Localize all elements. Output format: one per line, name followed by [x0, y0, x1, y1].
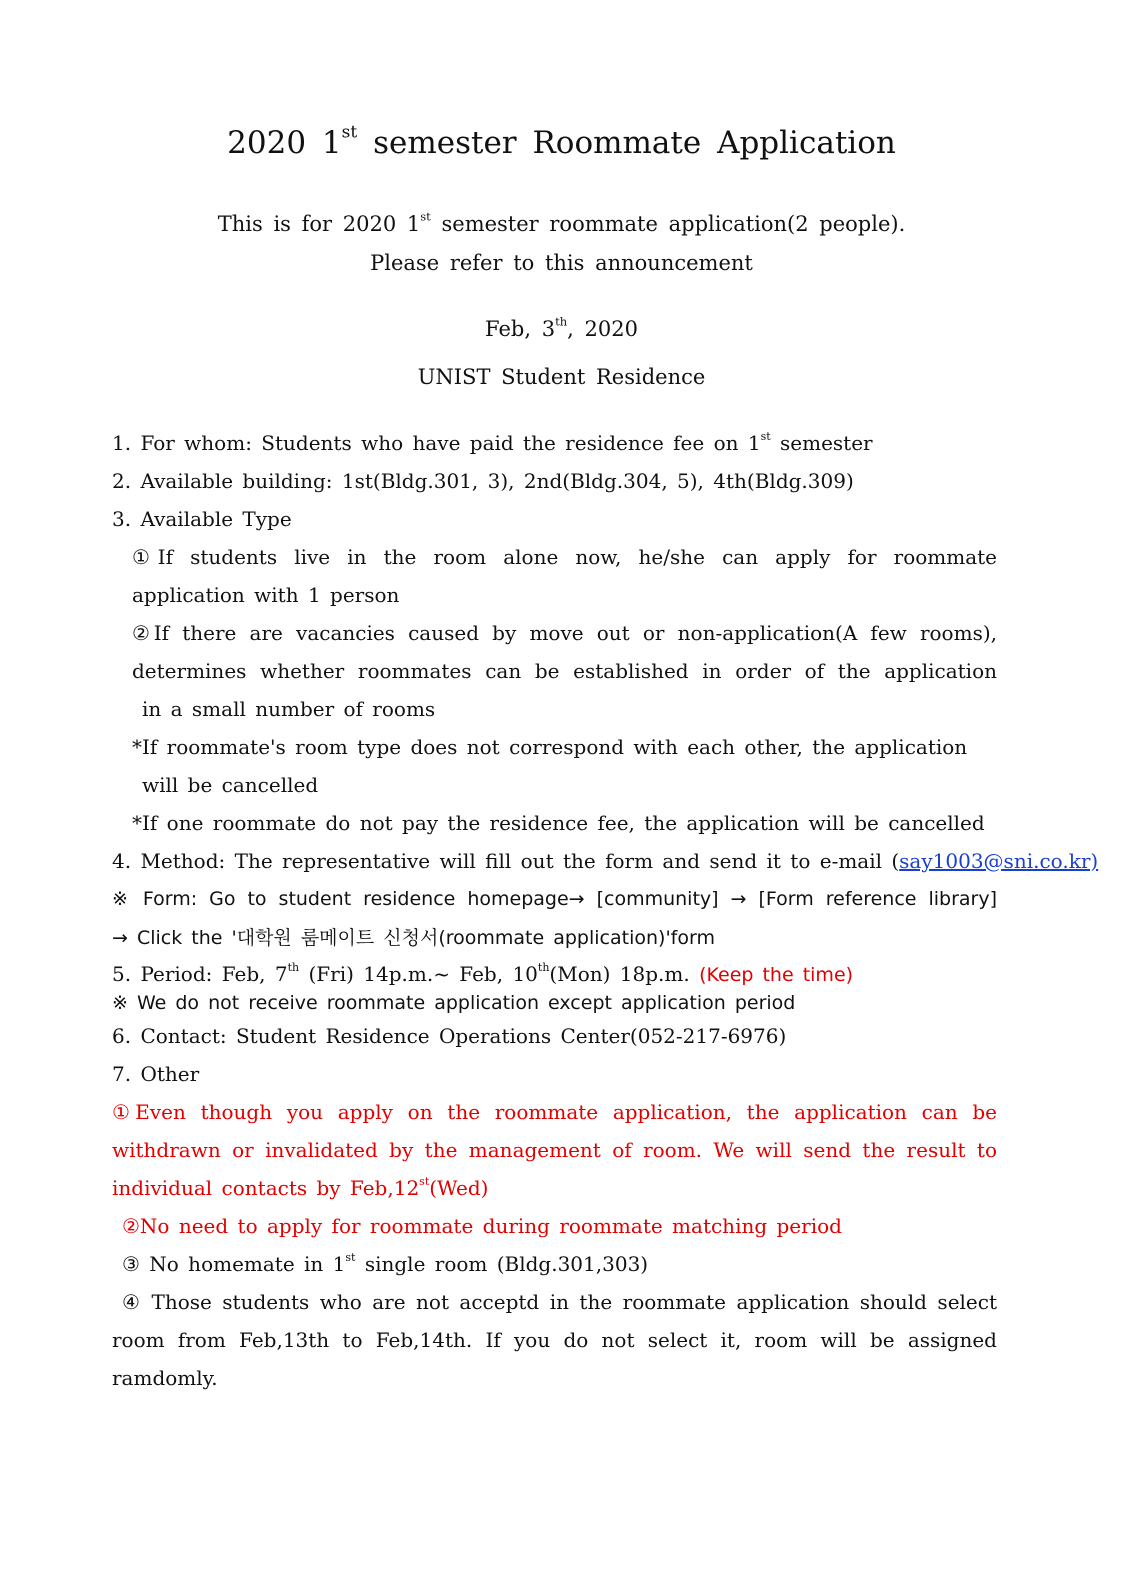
item-4-note-2: → Click the '대학원 룸메이트 신청서(roommate application)'form — [112, 927, 715, 949]
item-5-sup-2: th — [537, 961, 550, 975]
item-7-3-text: ③ No homemate in 1 — [122, 1252, 346, 1276]
item-7: 7. Other — [112, 1062, 200, 1086]
item-3-note-2: *If one roommate do not pay the residence fee, the application will be cancelled — [132, 811, 985, 835]
announcement-date — [0, 314, 1123, 341]
item-7-1-text-rest: (Wed) — [429, 1176, 489, 1200]
item-2: 2. Available building: 1st(Bldg.301, 3), 2nd(Bldg.304, 5), 4th(Bldg.309) — [112, 469, 854, 493]
item-7-2: ②No need to apply for roommate during roommate matching period — [122, 1214, 842, 1238]
item-7-1-text: individual contacts by Feb,12 — [112, 1176, 420, 1200]
date-year: , 2020 — [567, 317, 638, 341]
item-7-3 — [112, 1245, 997, 1283]
item-7-3-text-rest: single room (Bldg.301,303) — [355, 1252, 649, 1276]
issuer: UNIST Student Residence — [417, 365, 706, 389]
item-5-text-mid: (Fri) 14p.m.~ Feb, 10 — [299, 962, 538, 986]
item-3-note-1-line-2: will be cancelled — [142, 773, 319, 797]
item-7-1-line-3 — [112, 1169, 997, 1207]
date-sup: th — [555, 314, 568, 329]
item-7-1-line-1: ①Even though you apply on the roommate application, the application can be — [112, 1100, 997, 1124]
item-3-2-line-1: ②If there are vacancies caused by move out or non-application(A few rooms), — [132, 621, 997, 645]
item-7-1-sup: st — [419, 1175, 430, 1189]
item-5-note: ※ We do not receive roommate application except application period — [112, 992, 796, 1014]
intro-sup: st — [420, 209, 431, 224]
item-1 — [112, 424, 997, 462]
item-3: 3. Available Type — [112, 507, 292, 531]
item-3-1-line-2: application with 1 person — [132, 583, 400, 607]
item-7-4-line-1: ④ Those students who are not acceptd in the roommate application should select — [122, 1290, 997, 1314]
item-5-sup-1: th — [287, 961, 300, 975]
item-5-text-rest: (Mon) 18p.m. — [549, 962, 700, 986]
item-5 — [112, 957, 997, 989]
item-3-1-line-1: ①If students live in the room alone now, he/she can apply for roommate — [132, 545, 997, 569]
item-4 — [112, 842, 1099, 880]
intro-line-2: Please refer to this announcement — [370, 251, 753, 275]
intro-text-rest: semester roommate application(2 people). — [430, 212, 906, 236]
item-7-1-line-2: withdrawn or invalidated by the management of room. We will send the result to — [112, 1138, 997, 1162]
announcement-body — [112, 424, 1099, 1397]
email-link[interactable]: say1003@sni.co.kr) — [899, 849, 1099, 873]
item-6: 6. Contact: Student Residence Operations Center(052-217-6976) — [112, 1024, 787, 1048]
item-1-text: 1. For whom: Students who have paid the residence fee on 1 — [112, 431, 761, 455]
keep-the-time-note: (Keep the time) — [699, 964, 854, 986]
item-4-text: 4. Method: The representative will fill out the form and send it to e-mail ( — [112, 849, 900, 873]
title-sup: st — [341, 122, 358, 143]
intro-text: This is for 2020 1 — [217, 212, 421, 236]
document-title — [0, 122, 1123, 161]
item-3-note-1-line-1: *If roommate's room type does not correspond with each other, the application — [132, 735, 968, 759]
date-text: Feb, 3 — [485, 317, 556, 341]
item-7-4-line-2: room from Feb,13th to Feb,14th. If you do not select it, room will be assigned — [112, 1328, 997, 1352]
item-1-text-rest: semester — [770, 431, 873, 455]
item-1-sup: st — [760, 430, 771, 444]
title-text-rest: semester Roommate Application — [357, 125, 896, 161]
item-7-3-sup: st — [345, 1251, 356, 1265]
item-7-4-line-3: ramdomly. — [112, 1366, 218, 1390]
title-text: 2020 1 — [227, 125, 342, 161]
item-5-text: 5. Period: Feb, 7 — [112, 962, 288, 986]
item-3-2-line-2: determines whether roommates can be established in order of the application — [132, 659, 997, 683]
item-3-2-line-3: in a small number of rooms — [142, 697, 436, 721]
item-4-note-1: ※ Form: Go to student residence homepage→ [community] → [Form reference library] — [112, 888, 997, 910]
intro-line-1 — [0, 209, 1123, 236]
